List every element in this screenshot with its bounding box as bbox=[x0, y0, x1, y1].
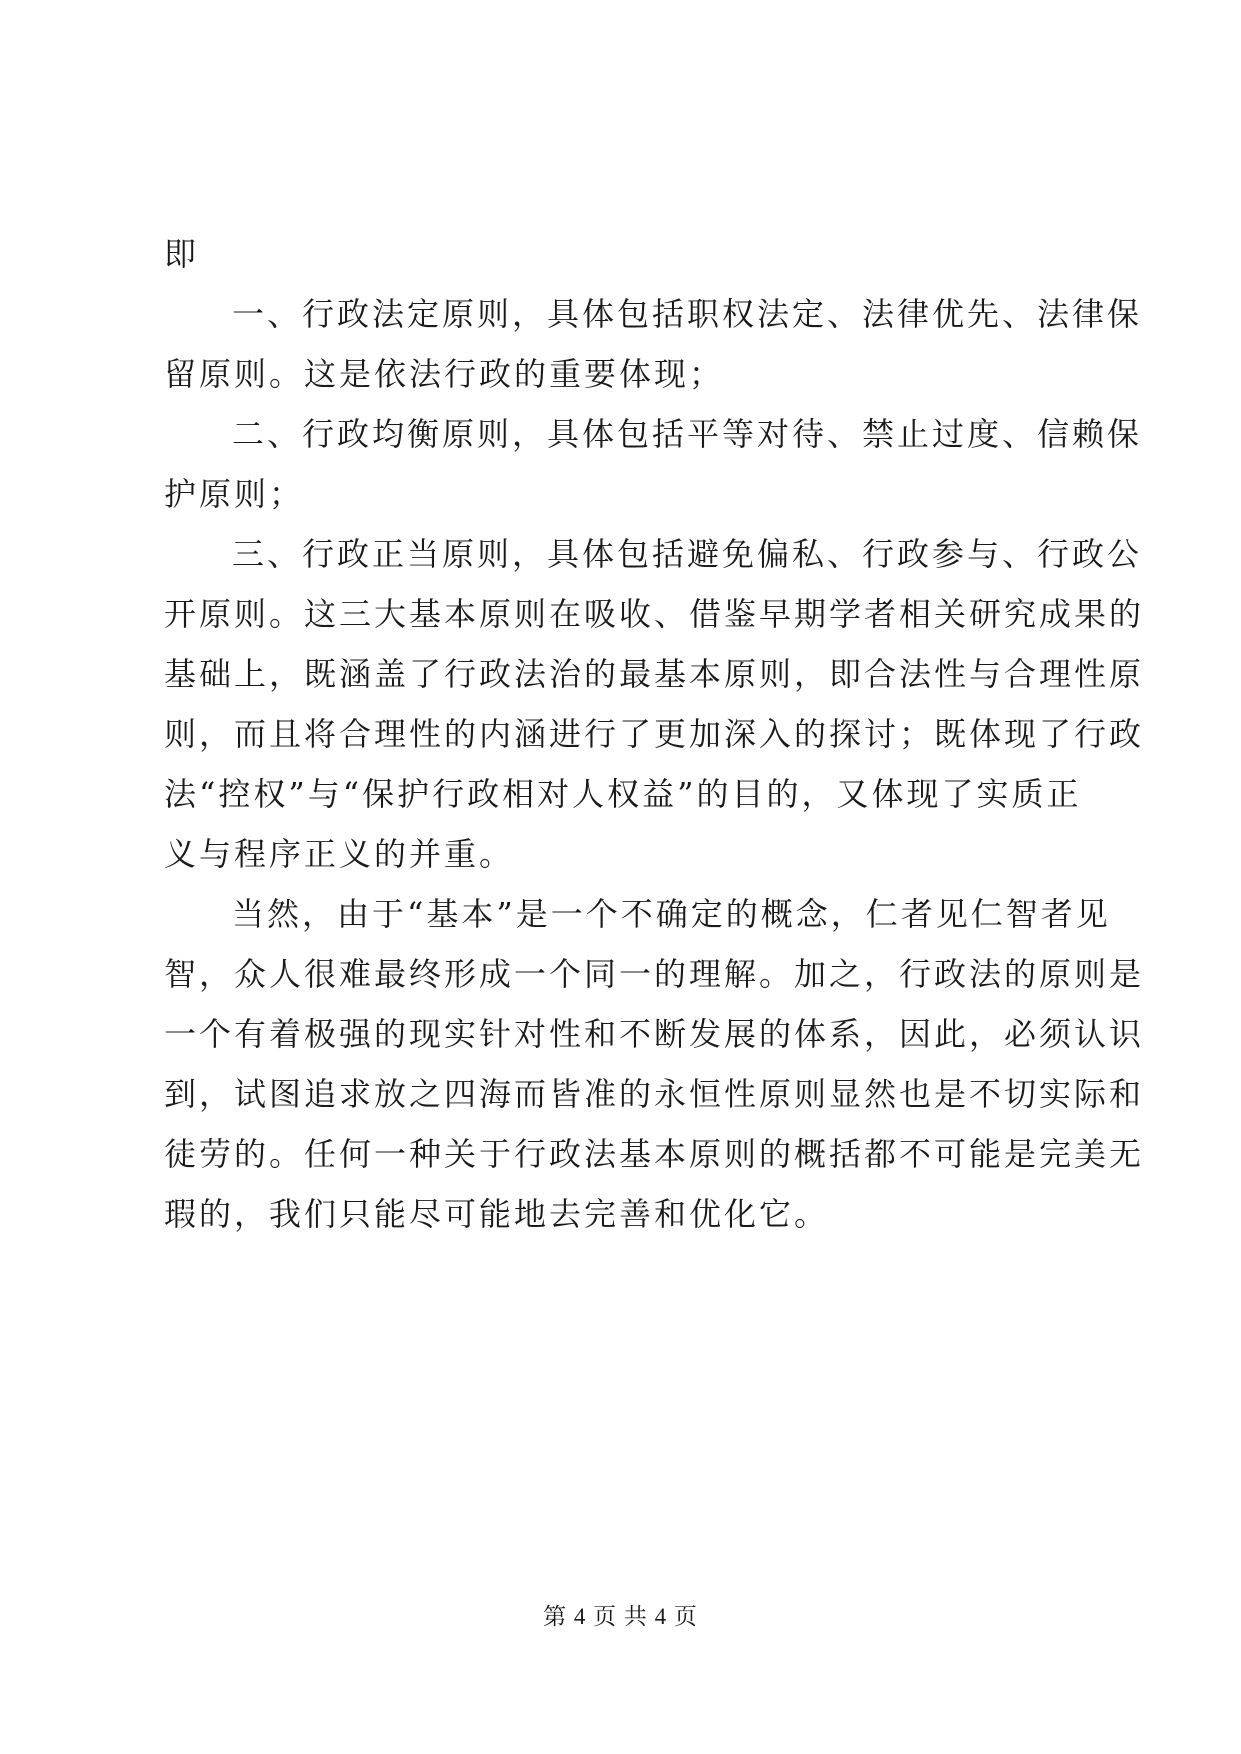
text-line: 留原则。这是依法行政的重要体现； bbox=[164, 355, 725, 393]
text-line: 一个有着极强的现实针对性和不断发展的体系，因此，必须认识 bbox=[164, 1015, 1145, 1053]
page-footer bbox=[0, 1602, 1241, 1632]
text-line: 则，而且将合理性的内涵进行了更加深入的探讨；既体现了行政 bbox=[164, 715, 1145, 753]
document-body bbox=[164, 224, 1145, 1244]
text-line: 到，试图追求放之四海而皆准的永恒性原则显然也是不切实际和 bbox=[164, 1075, 1145, 1113]
text-line: 三、行政正当原则，具体包括避免偏私、行政参与、行政公 bbox=[232, 535, 1143, 573]
text-line: 护原则； bbox=[164, 475, 305, 513]
text-line: 基础上，既涵盖了行政法治的最基本原则，即合法性与合理性原 bbox=[164, 655, 1145, 693]
page-number: 第 4 页 共 4 页 bbox=[543, 1604, 698, 1629]
text-line: 徒劳的。任何一种关于行政法基本原则的概括都不可能是完美无 bbox=[164, 1135, 1145, 1173]
text-line: 一、行政法定原则，具体包括职权法定、法律优先、法律保 bbox=[232, 295, 1143, 333]
text-line: 二、行政均衡原则，具体包括平等对待、禁止过度、信赖保 bbox=[232, 415, 1143, 453]
text-line: 义与程序正义的并重。 bbox=[164, 835, 515, 873]
text-line: 开原则。这三大基本原则在吸收、借鉴早期学者相关研究成果的 bbox=[164, 595, 1145, 633]
text-line: 即 bbox=[164, 235, 200, 273]
text-line: 智，众人很难最终形成一个同一的理解。加之，行政法的原则是 bbox=[164, 955, 1145, 993]
text-line: 瑕的，我们只能尽可能地去完善和优化它。 bbox=[164, 1195, 830, 1233]
text-line: 法“控权”与“保护行政相对人权益”的目的，又体现了实质正 bbox=[164, 775, 1082, 813]
text-line: 当然，由于“基本”是一个不确定的概念，仁者见仁智者见 bbox=[232, 895, 1111, 933]
